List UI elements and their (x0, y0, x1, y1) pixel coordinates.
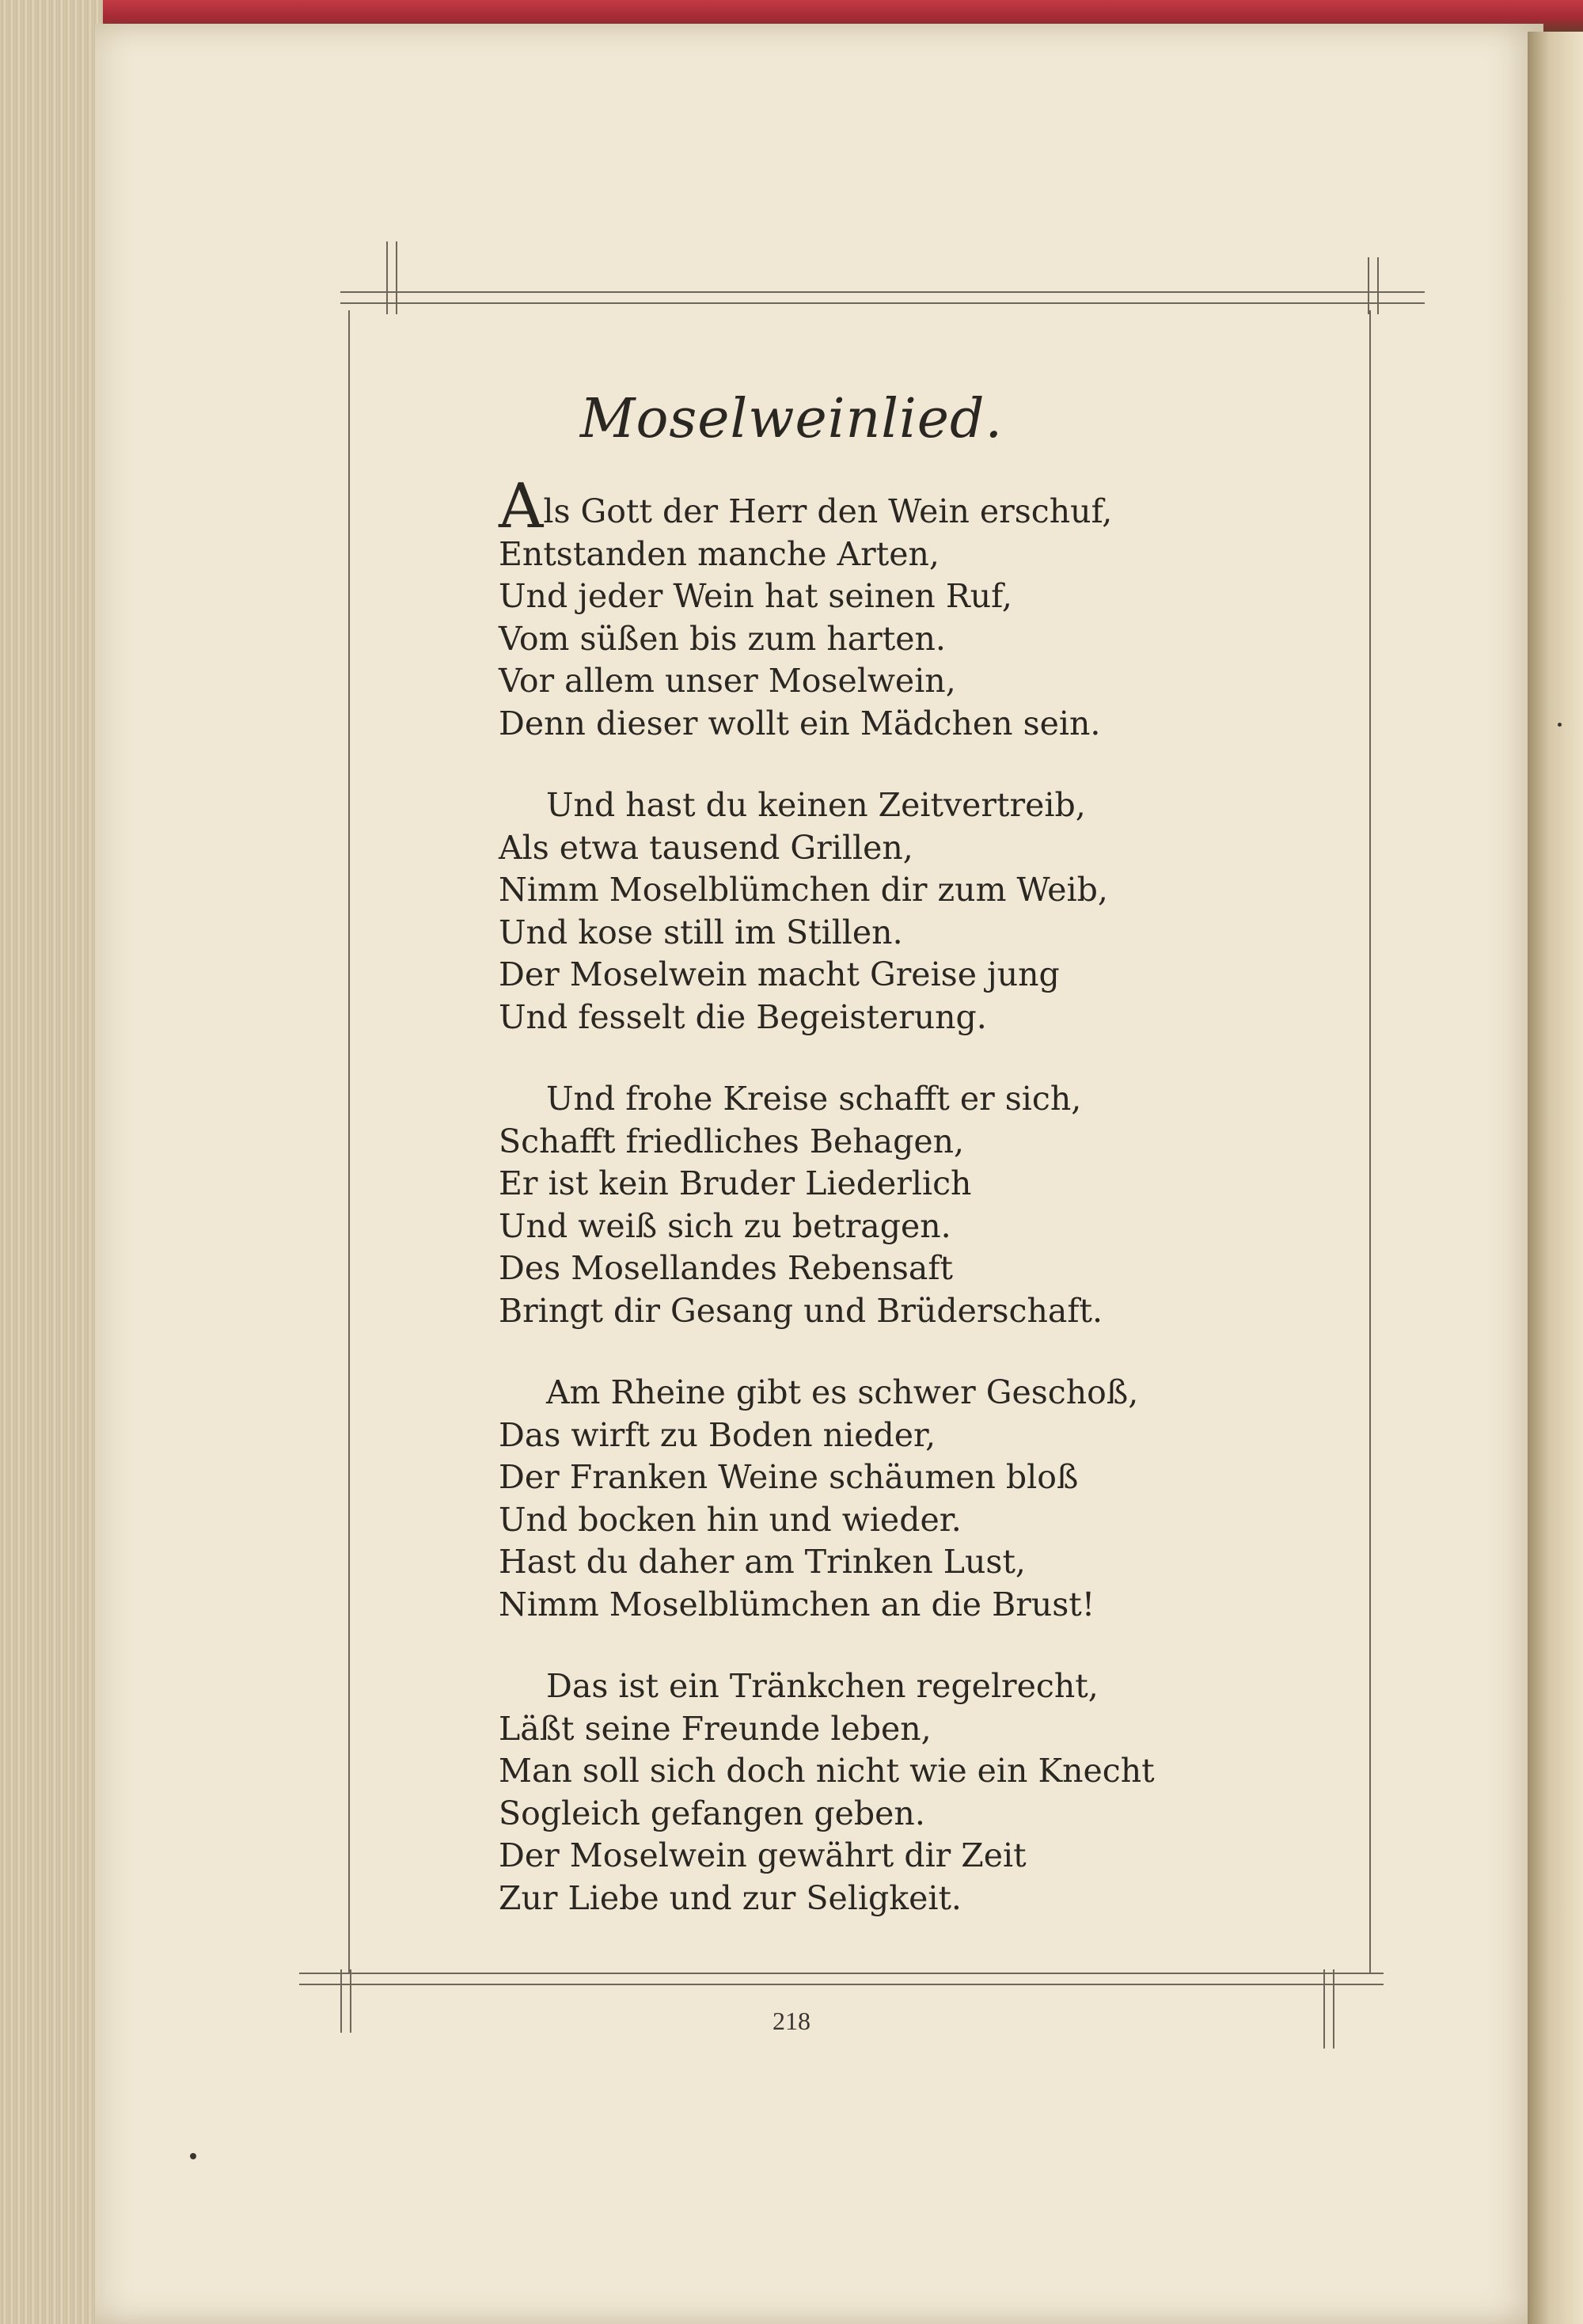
frame-left-post-top-a (386, 241, 388, 314)
poem-line: Und fesselt die Begeisterung. (499, 997, 987, 1036)
poem-line: Nimm Moselblümchen an die Brust! (499, 1585, 1095, 1623)
frame-top-rule-inner (340, 302, 1425, 304)
paper-speck (190, 2153, 196, 2159)
stanza-5 (499, 1665, 1290, 1920)
poem-line: Schafft friedliches Behagen, (499, 1122, 965, 1160)
poem-line: Am Rheine gibt es schwer Geschoß, (546, 1373, 1139, 1411)
poem-line: Man soll sich doch nicht wie ein Knecht (499, 1752, 1155, 1790)
poem-line: Der Moselwein gewährt dir Zeit (499, 1836, 1027, 1874)
poem-line: Läßt seine Freunde leben, (499, 1709, 932, 1748)
poem-line: Zur Liebe und zur Seligkeit. (499, 1878, 962, 1917)
poem-line: Denn dieser wollt ein Mädchen sein. (499, 704, 1101, 742)
frame-top-rule-outer (340, 291, 1425, 293)
poem-line: Vom süßen bis zum harten. (499, 619, 946, 658)
page-stack-edge (0, 0, 103, 2324)
poem-line: Entstanden manche Arten, (499, 534, 940, 573)
poem-line: Bringt dir Gesang und Brüderschaft. (499, 1291, 1103, 1330)
poem-line: Hast du daher am Trinken Lust, (499, 1543, 1026, 1581)
poem-line: Sogleich gefangen geben. (499, 1794, 925, 1832)
poem-line: Als Gott der Herr den Wein erschuf, (499, 471, 1113, 542)
poem-line: Vor allem unser Moselwein, (499, 662, 956, 700)
poem-line: Und weiß sich zu betragen. (499, 1206, 951, 1245)
poem-body (499, 471, 1290, 1959)
frame-right-post-top-b (1377, 257, 1379, 314)
poem-title: Moselweinlied. (579, 388, 1004, 450)
poem-line: Das wirft zu Boden nieder, (499, 1415, 936, 1454)
book-spine-shadow (1528, 32, 1583, 2324)
paper-speck (1558, 723, 1562, 727)
poem-line: Das ist ein Tränkchen regelrecht, (546, 1667, 1099, 1705)
poem-line: Und jeder Wein hat seinen Ruf, (499, 577, 1012, 615)
poem-line: Und hast du keinen Zeitvertreib, (546, 786, 1086, 824)
poem-line: Und kose still im Stillen. (499, 913, 903, 951)
frame-right-post-top-a (1368, 257, 1369, 314)
poem-line: Als etwa tausend Grillen, (499, 828, 913, 867)
poem-line: Der Moselwein macht Greise jung (499, 955, 1060, 993)
stanza-1 (499, 471, 1290, 745)
frame-bottom-rule-outer (299, 1984, 1384, 1985)
poem-line: Er ist kein Bruder Liederlich (499, 1164, 972, 1202)
drop-cap: A (499, 471, 544, 542)
stanza-3 (499, 1078, 1290, 1332)
page-number: 218 (773, 2007, 810, 2035)
poem-line: Und bocken hin und wieder. (499, 1500, 962, 1539)
stanza-2 (499, 784, 1290, 1039)
poem-line: Nimm Moselblümchen dir zum Weib, (499, 871, 1108, 909)
stanza-4 (499, 1372, 1290, 1626)
poem-line: Und frohe Kreise schafft er sich, (546, 1080, 1082, 1118)
frame-bottom-rule-inner (299, 1973, 1384, 1974)
poem-line: Der Franken Weine schäumen bloß (499, 1458, 1079, 1496)
frame-left-post-top-b (396, 241, 397, 314)
poem-line: Des Mosellandes Rebensaft (499, 1249, 954, 1287)
